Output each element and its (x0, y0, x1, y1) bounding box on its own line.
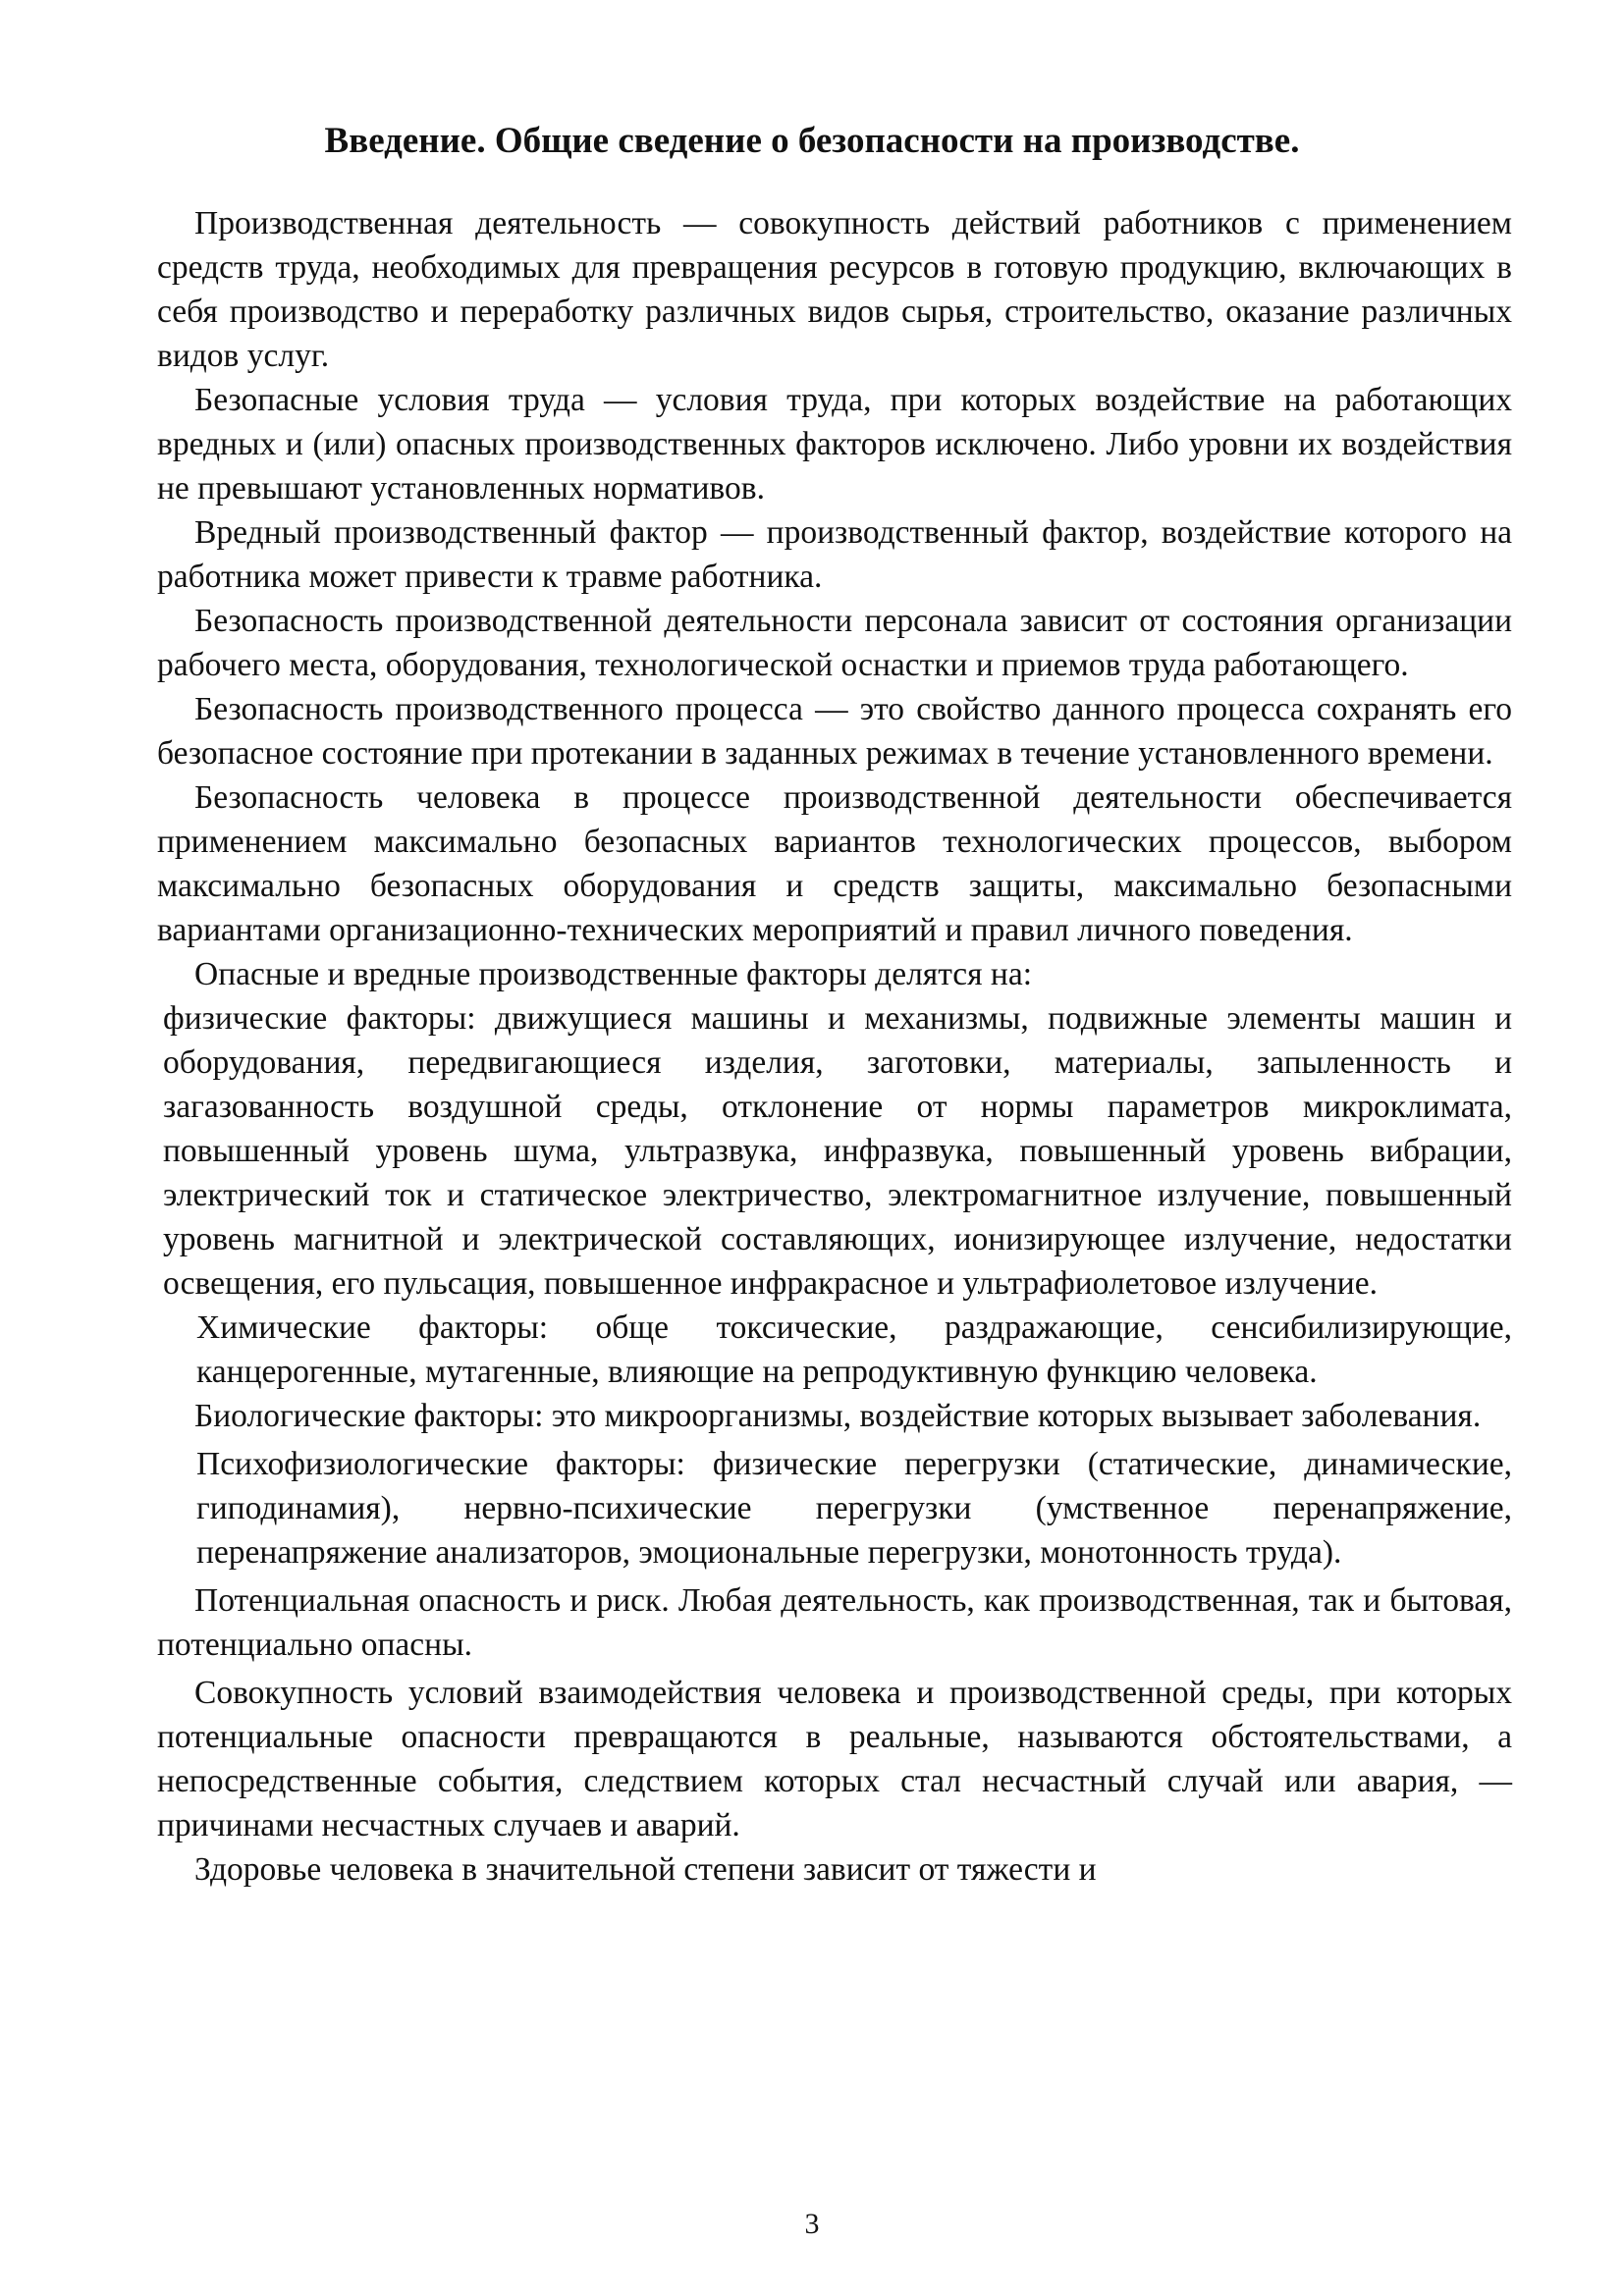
paragraph-physical-factors: физические факторы: движущиеся машины и механизмы, подвижные элементы машин и оборудования, передвигающиеся изделия, заготовки, материалы, запыленность и загазованность воздушной среды, отклонение от нормы параметров микроклимата, повышенный уровень шума, ультразвука, инфразвука, повышенный уровень вибрации, электрический ток и статическое электричество, электромагнитное излучение, повышенный уровень магнитной и электрической составляющих, ионизирующее излучение, недостатки освещения, его пульсация, повышенное инфракрасное и ультрафиолетовое излучение. (163, 1000, 1512, 1302)
paragraph-harmful-factor: Вредный производственный фактор — производственный фактор, воздействие которого на работника может привести к травме работника. (157, 514, 1512, 595)
paragraph-factors-intro: Опасные и вредные производственные факторы делятся на: (194, 956, 1033, 992)
paragraph-human-safety: Безопасность человека в процессе производственной деятельности обеспечивается применением максимально безопасных вариантов технологических процессов, выбором максимально безопасных оборудования и средств защиты, максимально безопасными вариантами организационно-технических мероприятий и правил личного поведения. (157, 779, 1512, 948)
paragraph-personnel-safety: Безопасность производственной деятельности персонала зависит от состояния организации рабочего места, оборудования, технологической оснастки и приемов труда работающего. (157, 603, 1512, 683)
paragraph-psychophysiological-factors: Психофизиологические факторы: физические перегрузки (статические, динамические, гиподинамия), нервно-психические перегрузки (умственное перенапряжение, перенапряжение анализаторов, эмоциональные перегрузки, монотонность труда). (196, 1446, 1512, 1571)
paragraph-circumstances: Совокупность условий взаимодействия человека и производственной среды, при которых потенциальные опасности превращаются в реальные, называются обстоятельствами, а непосредственные события, следствием которых стал несчастный случай или авария, — причинами несчастных случаев и аварий. (157, 1675, 1512, 1843)
page-number: 3 (804, 2208, 820, 2240)
paragraph-chemical-factors: Химические факторы: обще токсические, раздражающие, сенсибилизирующие, канцерогенные, мутагенные, влияющие на репродуктивную функцию человека. (196, 1309, 1512, 1390)
paragraph-health: Здоровье человека в значительной степени зависит от тяжести и (194, 1851, 1097, 1888)
page-title: Введение. Общие сведение о безопасности на производстве. (324, 121, 1300, 161)
paragraph-process-safety: Безопасность производственного процесса — это свойство данного процесса сохранять его безопасное состояние при протекании в заданных режимах в течение установленного времени. (157, 691, 1512, 772)
document-body (157, 201, 1512, 1892)
paragraph-safe-conditions: Безопасные условия труда — условия труда, при которых воздействие на работающих вредных и (или) опасных производственных факторов исключено. Либо уровни их воздействия не превышают установленных нормативов. (157, 382, 1512, 507)
paragraph-biological-factors: Биологические факторы: это микроорганизмы, воздействие которых вызывает заболевания. (194, 1398, 1482, 1434)
paragraph-potential-danger: Потенциальная опасность и риск. Любая деятельность, как производственная, так и бытовая, потенциально опасны. (157, 1582, 1512, 1663)
paragraph-production-activity: Производственная деятельность — совокупность действий работников с применением средств труда, необходимых для превращения ресурсов в готовую продукцию, включающих в себя производство и переработку различных видов сырья, строительство, оказание различных видов услуг. (157, 205, 1512, 374)
